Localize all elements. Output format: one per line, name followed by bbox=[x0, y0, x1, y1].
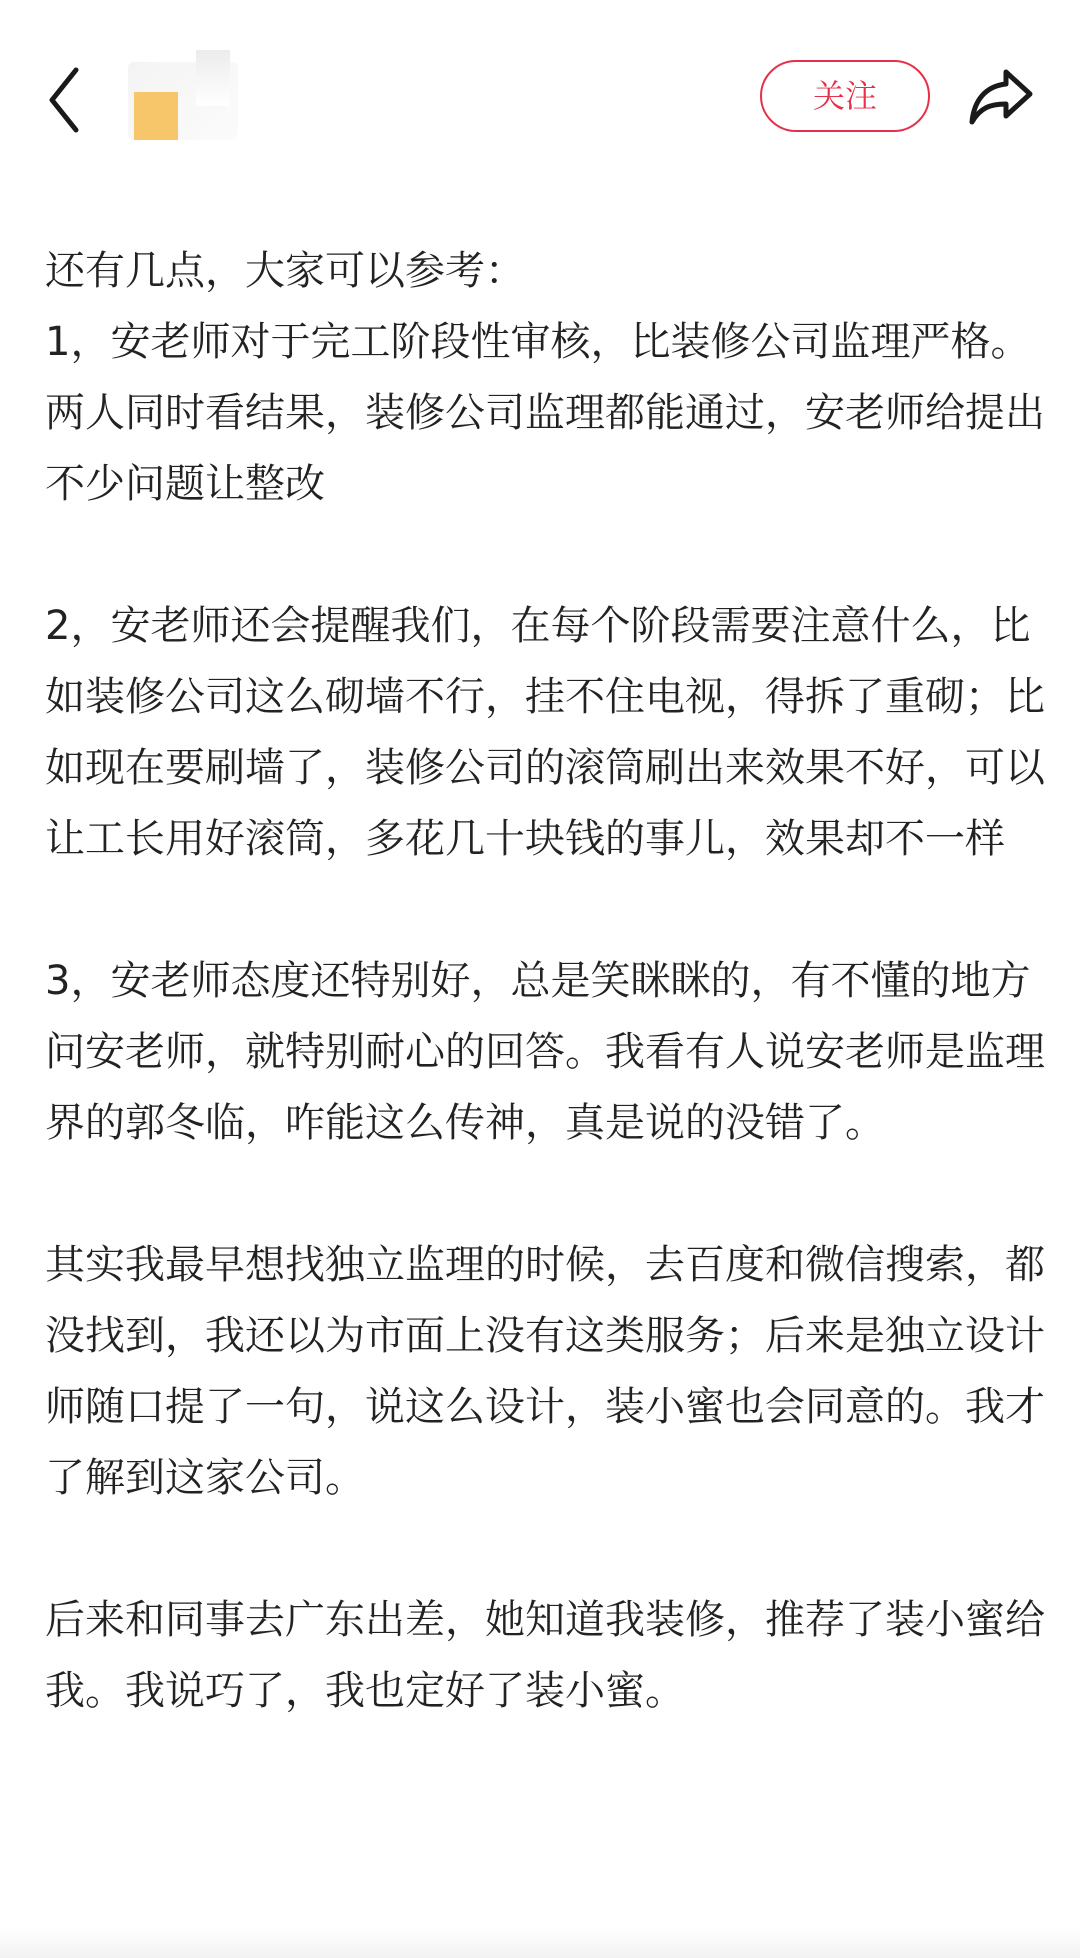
follow-button[interactable]: 关注 bbox=[760, 60, 930, 132]
back-icon bbox=[40, 60, 100, 140]
avatar[interactable] bbox=[120, 50, 238, 140]
post-body bbox=[45, 236, 1045, 1798]
bottom-shade bbox=[0, 1928, 1080, 1958]
avatar-blur-top bbox=[196, 50, 230, 106]
avatar-blur-accent bbox=[134, 92, 178, 140]
top-bar bbox=[0, 0, 1080, 190]
post-paragraph-1: 1，安老师对于完工阶段性审核，比装修公司监理严格。两人同时看结果，装修公司监理都能通过，安老师给提出不少问题让整改 bbox=[45, 319, 1045, 507]
post-paragraph-5: 后来和同事去广东出差，她知道我装修，推荐了装小蜜给我。我说巧了，我也定好了装小蜜。 bbox=[45, 1597, 1045, 1714]
share-icon bbox=[966, 64, 1036, 128]
back-button[interactable] bbox=[40, 60, 100, 140]
post-paragraph-2: 2，安老师还会提醒我们，在每个阶段需要注意什么，比如装修公司这么砌墙不行，挂不住电视，得拆了重砌；比如现在要刷墙了，装修公司的滚筒刷出来效果不好，可以让工长用好滚筒，多花几十块钱的事儿，效果却不一样 bbox=[45, 603, 1045, 862]
post-paragraph-3: 3，安老师态度还特别好，总是笑眯眯的，有不懂的地方问安老师，就特别耐心的回答。我看有人说安老师是监理界的郭冬临，咋能这么传神，真是说的没错了。 bbox=[45, 958, 1045, 1146]
post-intro: 还有几点，大家可以参考： bbox=[45, 248, 525, 294]
share-button[interactable] bbox=[966, 64, 1036, 128]
post-paragraph-4: 其实我最早想找独立监理的时候，去百度和微信搜索，都没找到，我还以为市面上没有这类服务；后来是独立设计师随口提了一句，说这么设计，装小蜜也会同意的。我才了解到这家公司。 bbox=[45, 1242, 1045, 1501]
